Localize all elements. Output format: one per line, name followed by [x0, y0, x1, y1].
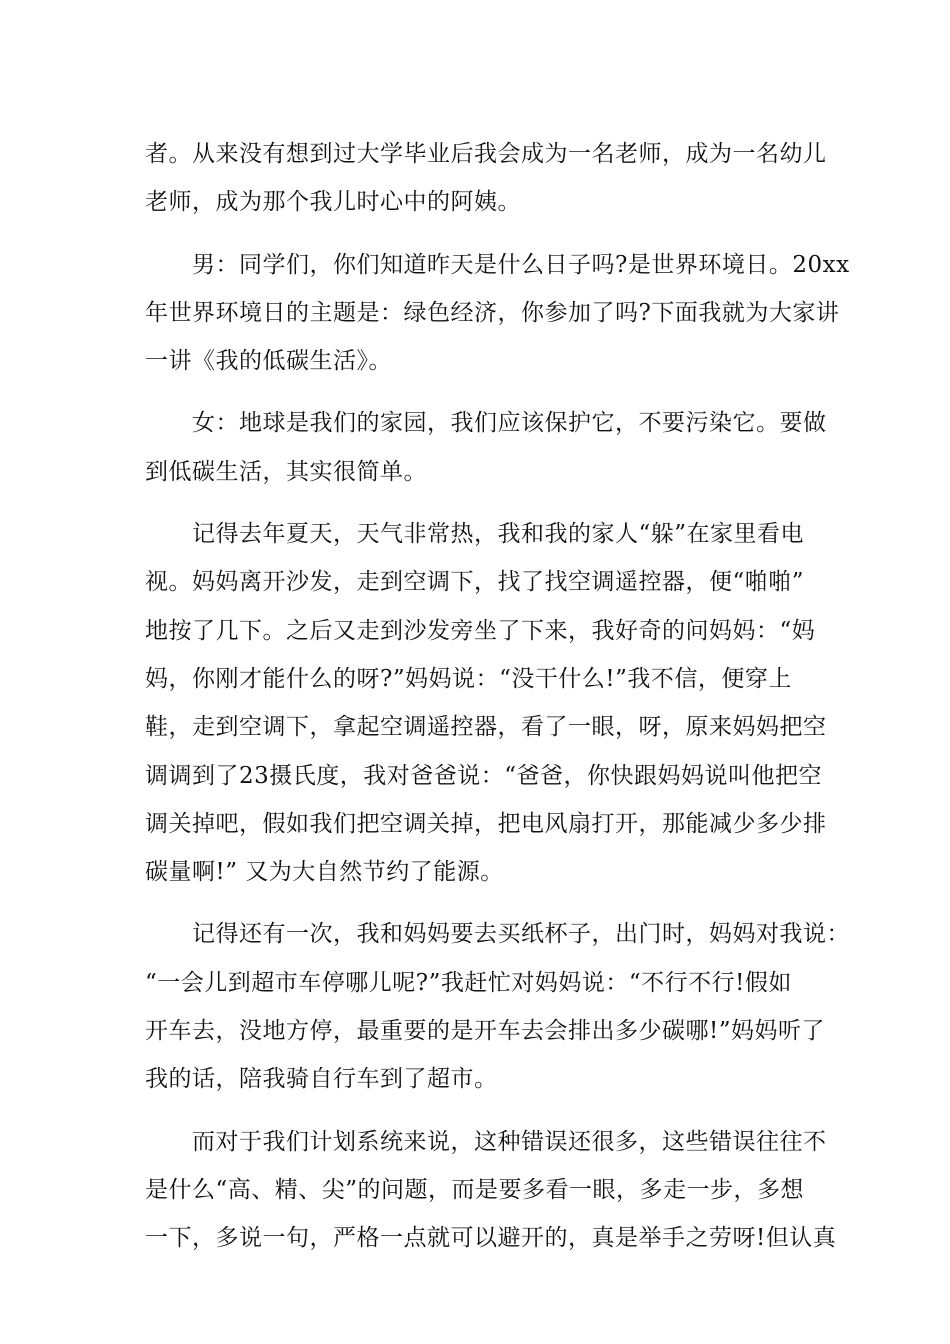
text-line: 开车去，没地方停，最重要的是开车去会排出多少碳哪!”妈妈听了 [145, 1018, 826, 1045]
text-line: 鞋，走到空调下，拿起空调遥控器，看了一眼，呀，原来妈妈把空 [145, 714, 827, 741]
text-line: 妈，你刚才能什么的呀?”妈妈说：“没干什么!”我不信，便穿上 [145, 665, 792, 692]
text-line: 一讲《我的低碳生活》。 [145, 348, 392, 375]
text-line: 碳量啊!” 又为大自然节约了能源。 [145, 859, 504, 886]
text-line: 老师，成为那个我儿时心中的阿姨。 [145, 189, 521, 216]
paragraph [145, 399, 827, 496]
paragraph [145, 130, 827, 227]
text-line: 记得去年夏天，天气非常热，我和我的家人“躲”在家里看电 [145, 521, 805, 548]
paragraph [145, 510, 827, 896]
paragraph [145, 910, 850, 1103]
text-line: 地按了几下。之后又走到沙发旁坐了下来，我好奇的问妈妈：“妈 [145, 617, 816, 644]
text-line: 调调到了23摄氏度，我对爸爸说：“爸爸，你快跟妈妈说叫他把空 [145, 762, 823, 789]
text-line: 男：同学们，你们知道昨天是什么日子吗?是世界环境日。20xx [145, 251, 850, 278]
text-line: 者。从来没有想到过大学毕业后我会成为一名老师，成为一名幼儿 [145, 141, 827, 167]
text-line: 是什么“高、精、尖”的问题，而是要多看一眼，多走一步，多想 [145, 1176, 805, 1203]
text-line: 年世界环境日的主题是：绿色经济，你参加了吗?下面我就为大家讲 [145, 299, 840, 326]
text-line: 视。妈妈离开沙发，走到空调下，找了找空调遥控器，便“啪啪” [145, 569, 805, 596]
text-line: 而对于我们计划系统来说，这种错误还很多，这些错误往往不 [145, 1128, 827, 1155]
text-line: 我的话，陪我骑自行车到了超市。 [145, 1066, 498, 1093]
text-line: 记得还有一次，我和妈妈要去买纸杯子，出门时，妈妈对我说： [145, 921, 850, 948]
text-line: 到低碳生活，其实很简单。 [145, 458, 427, 485]
text-line: 调关掉吧，假如我们把空调关掉，把电风扇打开，那能减少多少排 [145, 810, 827, 837]
text-line: 女：地球是我们的家园，我们应该保护它，不要污染它。要做 [145, 410, 827, 437]
paragraph [145, 1118, 837, 1263]
text-line: “一会儿到超市车停哪儿呢?”我赶忙对妈妈说：“不行不行!假如 [145, 969, 792, 996]
paragraph [145, 241, 850, 386]
document-body [145, 130, 850, 1263]
text-line: 一下，多说一句，严格一点就可以避开的，真是举手之劳呀!但认真 [145, 1225, 837, 1252]
